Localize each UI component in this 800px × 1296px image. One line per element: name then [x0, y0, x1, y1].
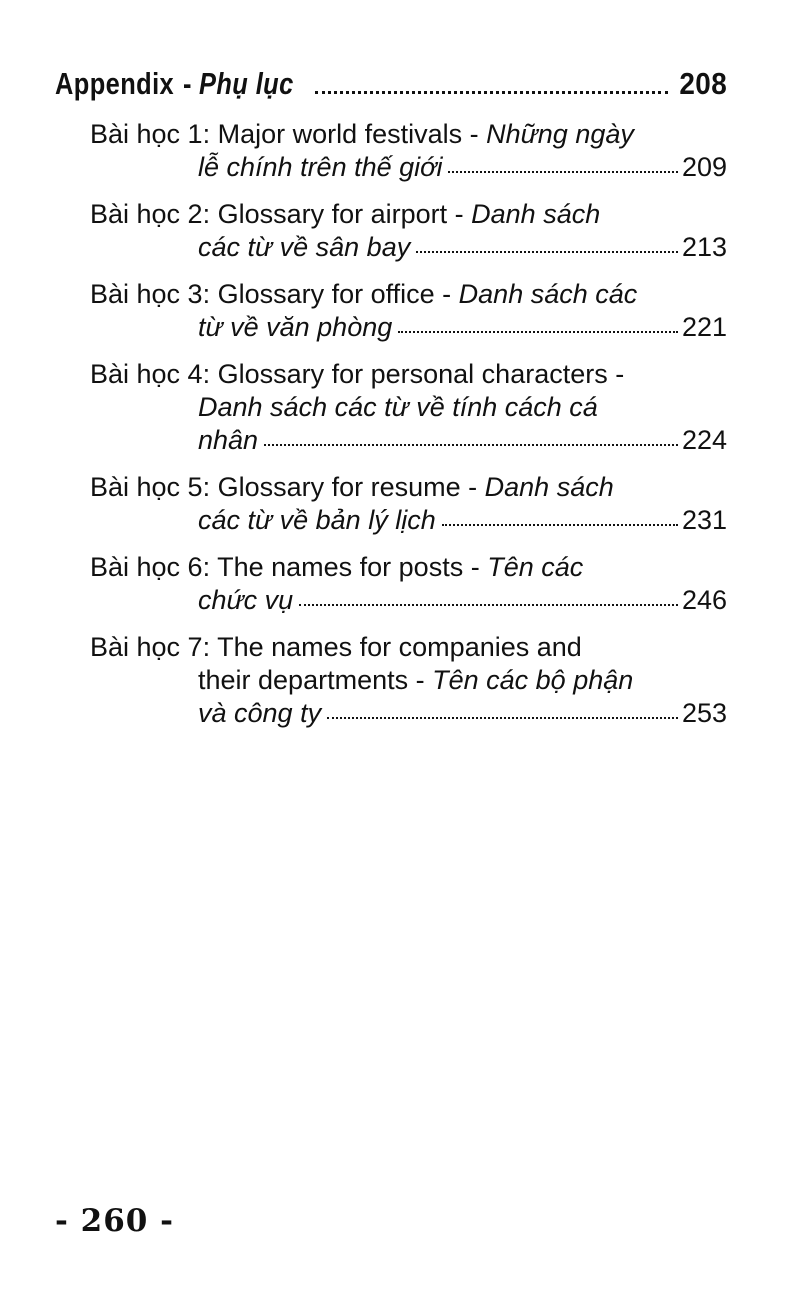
toc-entry-lesson-6[interactable] [90, 551, 727, 617]
entry-title: Bài học 4: Glossary for personal characters - [90, 359, 625, 389]
toc-entry-lesson-7[interactable] [90, 631, 727, 730]
page-number-footer: - 260 - [55, 1203, 175, 1239]
dot-leader [398, 331, 678, 333]
dot-leader [299, 604, 678, 606]
entry-title: Bài học 3: Glossary for office - [90, 279, 452, 309]
toc-entry-lesson-3[interactable] [90, 278, 727, 344]
entry-title-vi: Những ngày [486, 119, 634, 149]
toc-list [90, 118, 727, 744]
entry-page-number: 209 [681, 152, 727, 182]
entry-page-number: 253 [681, 698, 727, 728]
entry-title: Bài học 6: The names for posts - [90, 552, 480, 582]
toc-entry-lesson-4[interactable] [90, 358, 727, 457]
entry-title-vi-cont: chức vụ [198, 585, 294, 615]
entry-title-vi-cont: lễ chính trên thế giới [198, 152, 443, 182]
entry-title: Bài học 5: Glossary for resume - [90, 472, 478, 502]
entry-title-cont: their departments - [198, 665, 425, 695]
dot-leader [416, 251, 678, 253]
entry-title-vi: Tên các bộ phận [432, 665, 634, 695]
entry-title: Bài học 2: Glossary for airport - [90, 199, 464, 229]
entry-title-vi-cont: từ về văn phòng [198, 312, 393, 342]
heading-separator: - [183, 66, 193, 101]
heading-page-number: 208 [679, 66, 727, 101]
dot-leader [315, 91, 668, 94]
entry-title-vi-cont: và công ty [198, 698, 322, 728]
entry-title: Bài học 1: Major world festivals - [90, 119, 479, 149]
dot-leader [442, 524, 678, 526]
heading-title-vi: Phụ lục [199, 66, 294, 101]
entry-title-vi: Tên các [487, 552, 584, 582]
toc-entry-lesson-5[interactable] [90, 471, 727, 537]
toc-entry-lesson-1[interactable] [90, 118, 727, 184]
toc-entry-lesson-2[interactable] [90, 198, 727, 264]
appendix-heading [55, 62, 727, 102]
entry-page-number: 224 [681, 425, 727, 455]
entry-title-vi: Danh sách [484, 472, 614, 502]
entry-title-vi-cont: các từ về bản lý lịch [198, 505, 436, 535]
entry-title: Bài học 7: The names for companies and [90, 632, 582, 662]
dot-leader [264, 444, 678, 446]
entry-title-vi: Danh sách [471, 199, 601, 229]
dot-leader [327, 717, 678, 719]
entry-page-number: 213 [681, 232, 727, 262]
entry-page-number: 221 [681, 312, 727, 342]
entry-page-number: 246 [681, 585, 727, 615]
entry-title-vi-cont: các từ về sân bay [198, 232, 411, 262]
entry-title-vi: Danh sách các từ về tính cách cá [198, 392, 598, 422]
entry-title-vi-cont: nhân [198, 425, 259, 455]
dot-leader [448, 171, 677, 173]
entry-page-number: 231 [681, 505, 727, 535]
entry-title-vi: Danh sách các [458, 279, 638, 309]
heading-title-en: Appendix [55, 66, 175, 101]
